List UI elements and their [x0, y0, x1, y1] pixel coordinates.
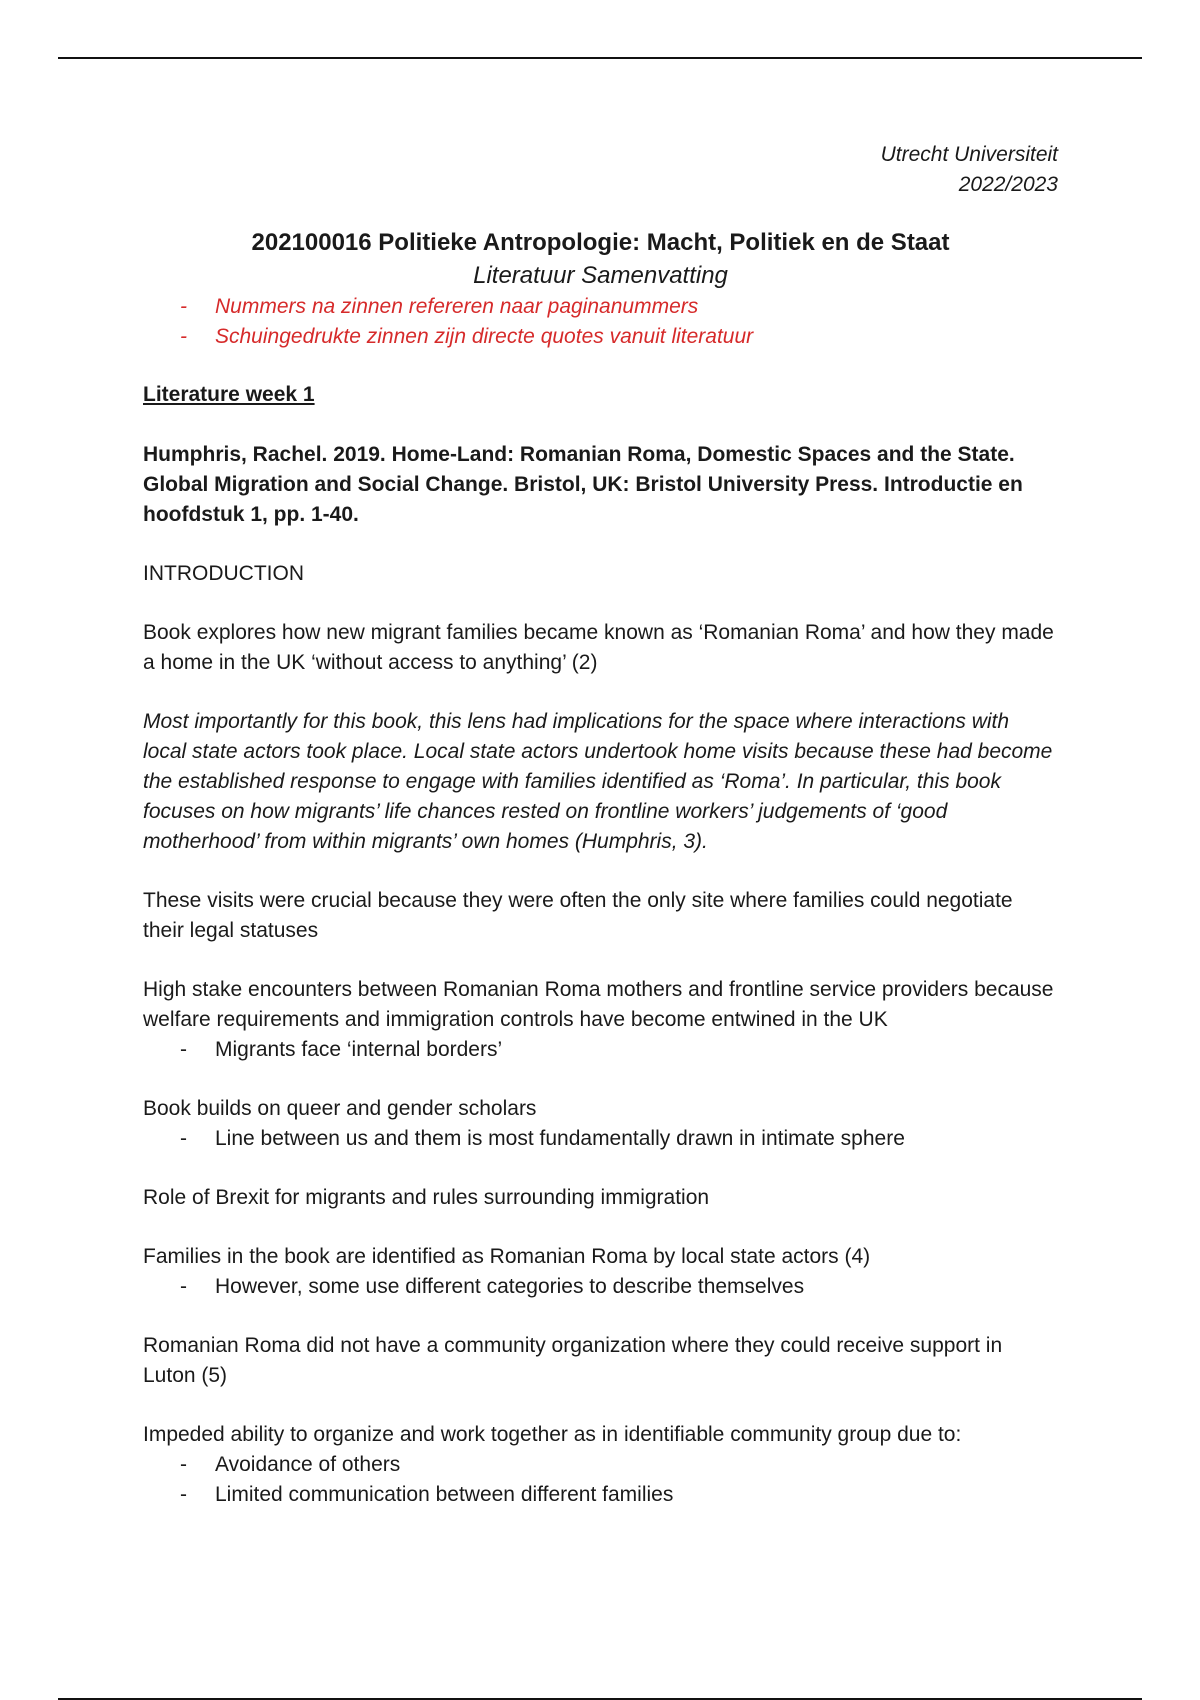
document-page: [143, 140, 1058, 1510]
bullet-list: [143, 1450, 1058, 1510]
section-heading: Literature week 1: [143, 383, 315, 406]
note-item: - Nummers na zinnen refereren naar paginanummers: [143, 292, 1058, 322]
paragraph: High stake encounters between Romanian Roma mothers and frontline service providers because welfare requirements and immigration controls have become entwined in the UK: [143, 978, 1054, 1031]
university-name: Utrecht Universiteit: [880, 143, 1058, 166]
reference-citation: Humphris, Rachel. 2019. Home-Land: Romanian Roma, Domestic Spaces and the State. Global Migration and Social Change. Bristol, UK: Bristol University Press. Introductie en hoofdstuk 1, pp. 1-40.: [143, 443, 1023, 526]
bullet-item: - Migrants face ‘internal borders’: [143, 1035, 1058, 1065]
paragraph: These visits were crucial because they were often the only site where families could negotiate their legal statuses: [143, 889, 1013, 942]
notes-list: [143, 292, 1058, 352]
bullet-item: - Avoidance of others: [143, 1450, 1058, 1480]
paragraph: Book builds on queer and gender scholars: [143, 1097, 537, 1120]
intro-heading: INTRODUCTION: [143, 562, 304, 585]
document-subtitle: Literatuur Samenvatting: [473, 262, 728, 289]
academic-year: 2022/2023: [958, 173, 1058, 196]
note-item: - Schuingedrukte zinnen zijn directe quotes vanuit literatuur: [143, 322, 1058, 352]
bullet-item: - Line between us and them is most fundamentally drawn in intimate sphere: [143, 1124, 1058, 1154]
bullet-item: - However, some use different categories to describe themselves: [143, 1272, 1058, 1302]
paragraph: Romanian Roma did not have a community organization where they could receive support in Luton (5): [143, 1334, 1003, 1387]
paragraph: Role of Brexit for migrants and rules surrounding immigration: [143, 1186, 710, 1209]
header-meta: [143, 140, 1058, 200]
bullet-list: [143, 1124, 1058, 1154]
bullet-list: [143, 1272, 1058, 1302]
document-title: 202100016 Politieke Antropologie: Macht, Politiek en de Staat: [251, 229, 950, 256]
quote-paragraph: Most importantly for this book, this lens had implications for the space where interactions with local state actors took place. Local state actors undertook home visits because these had become the established response to engage with families identified as ‘Roma’. In particular, this book focuses on how migrants’ life chances rested on frontline workers’ judgements of ‘good motherhood’ from within migrants’ own homes (Humphris, 3).: [143, 710, 1053, 853]
bullet-item: - Limited communication between different families: [143, 1480, 1058, 1510]
top-rule: [58, 57, 1142, 59]
paragraph: Families in the book are identified as Romanian Roma by local state actors (4): [143, 1245, 871, 1268]
paragraph: Book explores how new migrant families became known as ‘Romanian Roma’ and how they made a home in the UK ‘without access to anything’ (2): [143, 621, 1054, 674]
bullet-list: [143, 1035, 1058, 1065]
paragraph: Impeded ability to organize and work together as in identifiable community group due to:: [143, 1423, 962, 1446]
